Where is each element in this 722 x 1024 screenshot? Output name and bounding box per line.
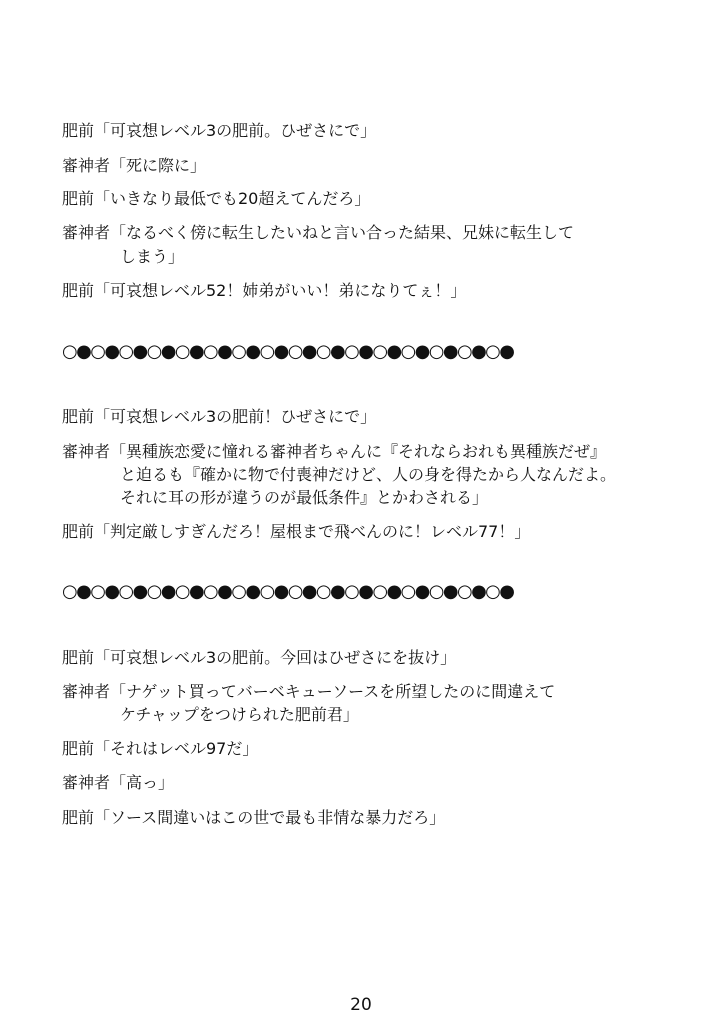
- dialogue-line-continuation: ケチャップをつけられた肥前君」: [120, 705, 359, 724]
- dialogue-line: 審神者「高っ」: [62, 773, 175, 792]
- circle-separator: ○●○●○●○●○●○●○●○●○●○●○●○●○●○●○●○●: [62, 341, 514, 362]
- dialogue-line: 肥前「ソース間違いはこの世で最も非情な暴力だろ」: [62, 808, 446, 827]
- dialogue-line-continuation: それに耳の形が違うのが最低条件』とかわされる」: [120, 488, 489, 507]
- dialogue-line: 肥前「いきなり最低でも20超えてんだろ」: [62, 189, 371, 208]
- circle-separator: ○●○●○●○●○●○●○●○●○●○●○●○●○●○●○●○●: [62, 581, 514, 602]
- dialogue-line: 肥前「可哀想レベル3の肥前。ひぜさにで」: [62, 121, 377, 140]
- dialogue-line: 審神者「ナゲット買ってバーベキューソースを所望したのに間違えて: [62, 682, 556, 701]
- dialogue-line: 審神者「死に際に」: [62, 156, 207, 175]
- dialogue-line: 肥前「可哀想レベル52！姉弟がいい！弟になりてぇ！」: [62, 281, 467, 300]
- dialogue-line: 肥前「判定厳しすぎんだろ！屋根まで飛べんのに！レベル77！」: [62, 522, 531, 541]
- dialogue-line-continuation: と迫るも『確かに物で付喪神だけど、人の身を得たから人なんだよ。: [120, 465, 617, 484]
- dialogue-line-continuation: しまう」: [120, 247, 185, 266]
- dialogue-line: 肥前「可哀想レベル3の肥前。今回はひぜさにを抜け」: [62, 648, 457, 667]
- dialogue-line: 肥前「それはレベル97だ」: [62, 739, 259, 758]
- dialogue-line: 審神者「異種族恋愛に憧れる審神者ちゃんに『それならおれも異種族だぜ』: [62, 442, 607, 461]
- dialogue-line: 審神者「なるべく傍に転生したいねと言い合った結果、兄妹に転生して: [62, 223, 575, 242]
- page-number: 20: [350, 995, 372, 1015]
- dialogue-line: 肥前「可哀想レベル3の肥前！ひぜさにで」: [62, 407, 377, 426]
